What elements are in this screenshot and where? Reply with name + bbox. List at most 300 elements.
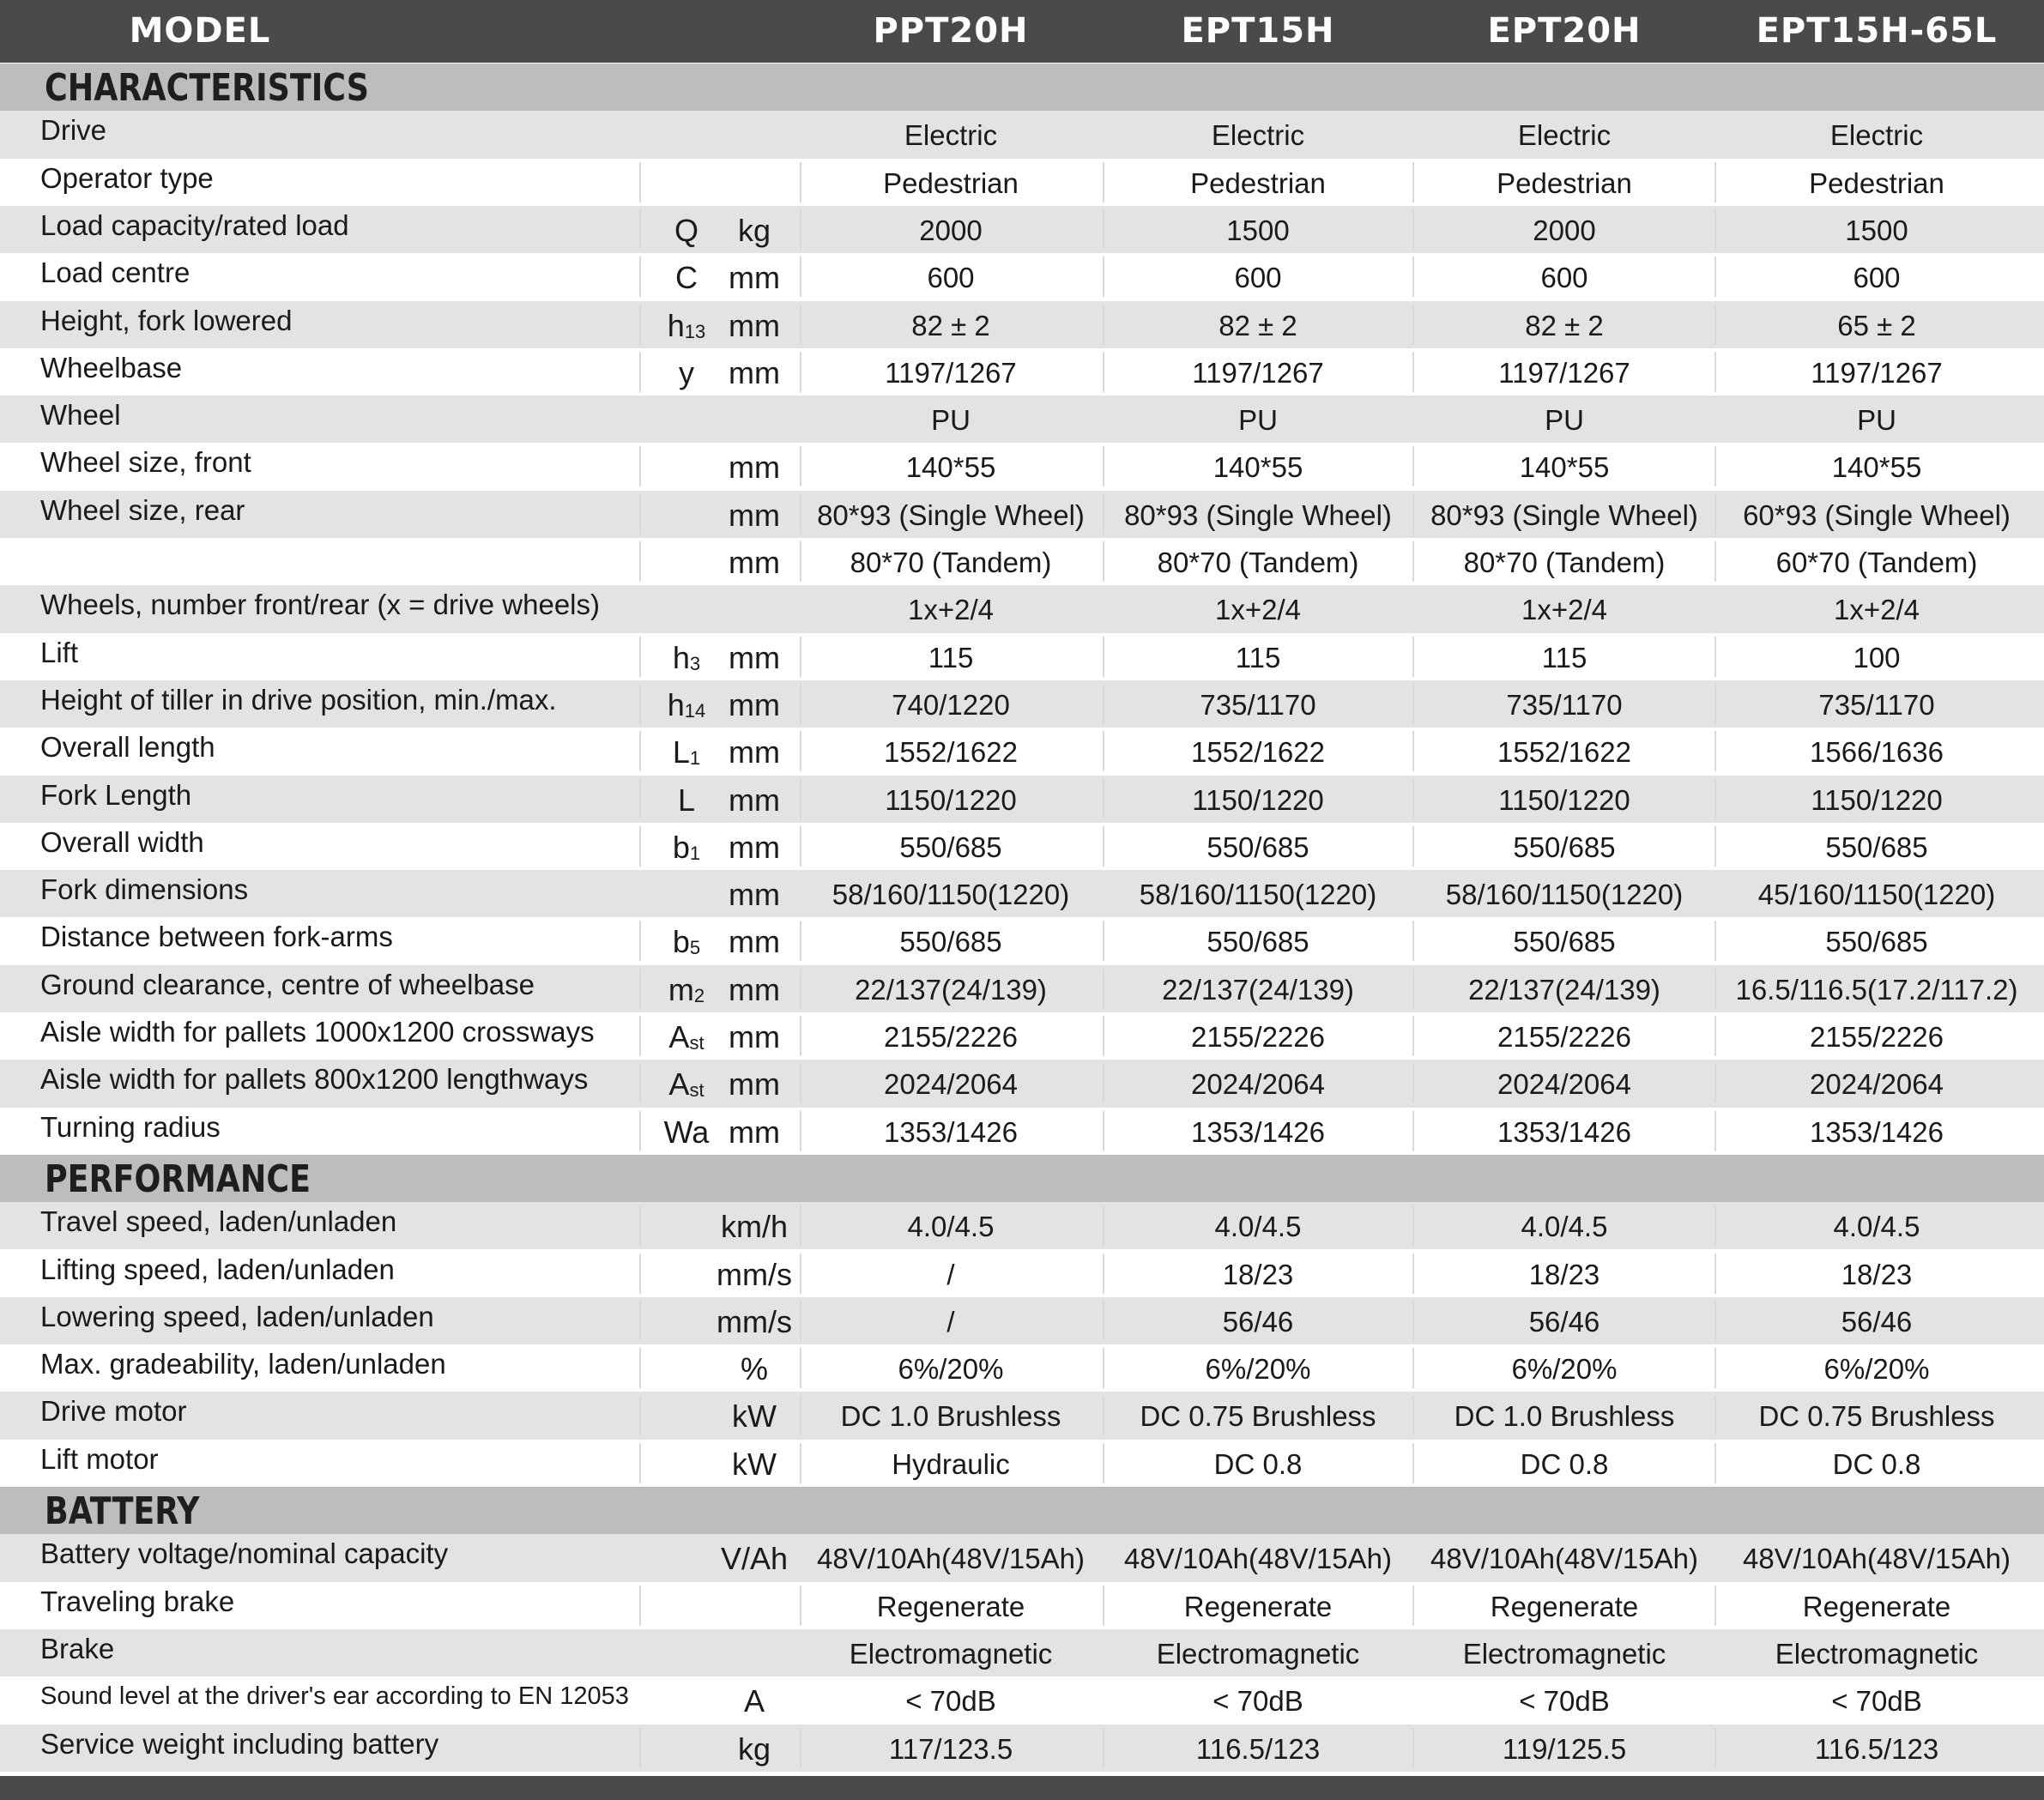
column-divider xyxy=(1714,1111,1716,1151)
value-cell: 22/137(24/139) xyxy=(1162,973,1354,1006)
value-cell: Hydraulic xyxy=(892,1447,1010,1480)
column-divider xyxy=(1412,1253,1414,1294)
column-divider xyxy=(1412,684,1414,724)
value-cell: 1353/1426 xyxy=(884,1115,1018,1148)
column-divider xyxy=(1714,1728,1716,1768)
value-cell: 1197/1267 xyxy=(1811,356,1943,389)
column-divider xyxy=(639,446,641,486)
value-cell: < 70dB xyxy=(905,1685,996,1718)
column-divider xyxy=(639,305,641,345)
table-row xyxy=(0,1534,2044,1581)
symbol-subscript: st xyxy=(689,1032,705,1054)
row-unit xyxy=(704,111,805,158)
column-divider xyxy=(1714,779,1716,819)
value-cell: 600 xyxy=(1540,262,1588,294)
value-cell: 1566/1636 xyxy=(1810,736,1944,769)
column-divider xyxy=(1103,305,1104,345)
value-cell: 1x+2/4 xyxy=(908,594,994,626)
symbol-subscript: st xyxy=(689,1079,705,1102)
value-cell: 1353/1426 xyxy=(1497,1115,1631,1148)
column-divider xyxy=(1714,446,1716,486)
row-unit: mm xyxy=(729,497,780,533)
value-cell: 58/160/1150(1220) xyxy=(1139,879,1377,911)
value-cell: 100 xyxy=(1853,641,1901,673)
value-cell: Pedestrian xyxy=(1190,166,1326,199)
column-divider xyxy=(800,162,801,202)
row-unit: mm xyxy=(729,1019,780,1054)
value-cell: 58/160/1150(1220) xyxy=(1445,879,1684,911)
value-cell: 6%/20% xyxy=(898,1353,1004,1386)
table-row xyxy=(0,1582,2044,1629)
column-divider xyxy=(800,1728,801,1768)
symbol-text: A xyxy=(668,1066,690,1102)
column-divider xyxy=(639,1016,641,1056)
column-divider xyxy=(1103,1016,1104,1056)
table-row xyxy=(0,538,2044,585)
value-cell: 48V/10Ah(48V/15Ah) xyxy=(1743,1543,2011,1575)
table-row xyxy=(0,917,2044,964)
table-row xyxy=(0,823,2044,870)
table-row xyxy=(0,776,2044,823)
value-cell: 80*70 (Tandem) xyxy=(1463,547,1666,578)
symbol-text: h xyxy=(672,639,690,675)
column-divider xyxy=(800,494,801,535)
value-cell: Electromagnetic xyxy=(1775,1637,1979,1670)
column-divider xyxy=(1412,826,1414,867)
row-label: Height, fork lowered xyxy=(40,304,293,336)
header-bar xyxy=(0,0,2044,63)
value-cell: 1150/1220 xyxy=(1498,783,1630,816)
column-divider xyxy=(1103,1586,1104,1626)
value-cell: Electric xyxy=(1211,119,1305,152)
column-divider xyxy=(1103,1395,1104,1435)
value-cell: Electric xyxy=(1829,119,1924,152)
row-label: Wheels, number front/rear (x = drive wheels) xyxy=(40,589,600,621)
table-row xyxy=(0,443,2044,490)
section-battery xyxy=(0,1487,2044,1534)
column-divider xyxy=(800,1586,801,1626)
row-label: Overall length xyxy=(40,731,215,764)
value-cell: 550/685 xyxy=(899,926,1002,958)
section-title: BATTERY xyxy=(45,1489,200,1533)
value-cell: 65 ± 2 xyxy=(1837,309,1916,341)
symbol-text: C xyxy=(675,260,698,296)
table-row xyxy=(0,1392,2044,1439)
symbol-text: b xyxy=(672,924,690,960)
value-cell: 117/123.5 xyxy=(888,1732,1013,1765)
value-cell: < 70dB xyxy=(1831,1685,1922,1718)
value-cell: 140*55 xyxy=(1212,451,1303,484)
row-label: Turning radius xyxy=(40,1110,221,1143)
value-cell: Electromagnetic xyxy=(1156,1637,1360,1670)
row-unit: mm xyxy=(729,545,780,580)
value-cell: 1150/1220 xyxy=(1811,783,1943,816)
symbol-subscript: 14 xyxy=(684,699,706,722)
value-cell: < 70dB xyxy=(1519,1685,1610,1718)
value-cell: 56/46 xyxy=(1841,1305,1913,1338)
column-divider xyxy=(1714,1016,1716,1056)
value-cell: 115 xyxy=(1235,641,1281,673)
column-divider xyxy=(1714,1063,1716,1103)
value-cell: 16.5/116.5(17.2/117.2) xyxy=(1735,973,2018,1006)
column-divider xyxy=(1714,1205,1716,1246)
column-divider xyxy=(639,1443,641,1483)
value-cell: 80*93 (Single Wheel) xyxy=(817,498,1085,531)
column-divider xyxy=(1103,446,1104,486)
value-cell: 735/1170 xyxy=(1818,688,1935,721)
row-label: Max. gradeability, laden/unladen xyxy=(40,1348,446,1380)
symbol-subscript: 1 xyxy=(689,747,701,770)
column-divider xyxy=(800,209,801,250)
value-cell: DC 0.8 xyxy=(1520,1447,1609,1480)
value-cell: 735/1170 xyxy=(1200,688,1316,721)
column-divider xyxy=(639,1728,641,1768)
value-cell: 58/160/1150(1220) xyxy=(832,879,1070,911)
column-divider xyxy=(800,1253,801,1294)
column-divider xyxy=(1103,1728,1104,1768)
row-label: Aisle width for pallets 800x1200 lengthways xyxy=(40,1063,589,1096)
table-row xyxy=(0,680,2044,728)
symbol-text: L xyxy=(677,782,696,818)
value-cell: 48V/10Ah(48V/15Ah) xyxy=(1124,1543,1392,1575)
column-divider xyxy=(1412,1016,1414,1056)
row-label: Lift motor xyxy=(40,1442,159,1475)
model-name: EPT15H-65L xyxy=(1756,11,1998,51)
column-divider xyxy=(639,826,641,867)
column-divider xyxy=(1103,731,1104,771)
value-cell: 56/46 xyxy=(1222,1305,1294,1338)
column-divider xyxy=(800,305,801,345)
column-divider xyxy=(800,1348,801,1388)
value-cell: DC 0.8 xyxy=(1832,1447,1921,1480)
value-cell: 48V/10Ah(48V/15Ah) xyxy=(817,1543,1085,1575)
section-performance xyxy=(0,1155,2044,1202)
column-divider xyxy=(639,1063,641,1103)
row-unit: mm xyxy=(729,354,780,390)
table-row xyxy=(0,1344,2044,1392)
row-label: Brake xyxy=(40,1632,115,1664)
row-label: Drive xyxy=(40,114,107,147)
column-divider xyxy=(1103,352,1104,392)
row-label: Travel speed, laden/unladen xyxy=(40,1205,397,1238)
column-divider xyxy=(639,1111,641,1151)
table-row xyxy=(0,585,2044,632)
value-cell: Pedestrian xyxy=(1809,166,1944,199)
value-cell: 1353/1426 xyxy=(1191,1115,1325,1148)
column-divider xyxy=(1412,541,1414,582)
column-divider xyxy=(639,969,641,1009)
value-cell: 600 xyxy=(927,262,975,294)
row-unit: mm xyxy=(729,734,780,770)
value-cell: / xyxy=(946,1258,955,1290)
column-divider xyxy=(639,1586,641,1626)
symbol-text: Wa xyxy=(663,1114,710,1150)
value-cell: 4.0/4.5 xyxy=(1521,1211,1608,1243)
value-cell: 22/137(24/139) xyxy=(1468,973,1660,1006)
value-cell: DC 0.75 Brushless xyxy=(1140,1400,1376,1433)
column-divider xyxy=(1412,731,1414,771)
column-divider xyxy=(1412,494,1414,535)
column-divider xyxy=(800,731,801,771)
value-cell: 6%/20% xyxy=(1511,1353,1618,1386)
column-divider xyxy=(800,826,801,867)
value-cell: Electromagnetic xyxy=(849,1637,1053,1670)
column-divider xyxy=(1714,969,1716,1009)
table-row xyxy=(0,111,2044,158)
row-unit: mm xyxy=(729,307,780,343)
column-divider xyxy=(639,162,641,202)
column-divider xyxy=(800,257,801,297)
row-label: Operator type xyxy=(40,161,214,194)
column-divider xyxy=(1103,826,1104,867)
column-divider xyxy=(639,1395,641,1435)
row-unit: V/Ah xyxy=(720,1541,789,1577)
row-label: Load centre xyxy=(40,257,190,289)
column-divider xyxy=(1103,684,1104,724)
column-divider xyxy=(800,1395,801,1435)
row-label: Load capacity/rated load xyxy=(40,208,349,241)
value-cell: 2155/2226 xyxy=(1497,1021,1631,1053)
value-cell: 80*93 (Single Wheel) xyxy=(1124,498,1392,531)
value-cell: 48V/10Ah(48V/15Ah) xyxy=(1430,1543,1698,1575)
row-label: Sound level at the driver's ear according to EN 12053 xyxy=(40,1682,629,1711)
row-unit: mm xyxy=(729,829,780,865)
column-divider xyxy=(1103,779,1104,819)
column-divider xyxy=(800,352,801,392)
column-divider xyxy=(1412,1443,1414,1483)
column-divider xyxy=(1412,779,1414,819)
column-divider xyxy=(1103,209,1104,250)
value-cell: 2155/2226 xyxy=(1191,1021,1325,1053)
column-divider xyxy=(1714,1395,1716,1435)
row-label: Wheel xyxy=(40,399,121,432)
column-divider xyxy=(1412,257,1414,297)
column-divider xyxy=(1412,1586,1414,1626)
symbol-text: y xyxy=(679,354,694,390)
table-row xyxy=(0,1440,2044,1487)
row-unit: mm xyxy=(729,877,780,913)
column-divider xyxy=(1412,305,1414,345)
table-row xyxy=(0,1676,2044,1724)
column-divider xyxy=(1412,162,1414,202)
value-cell: PU xyxy=(1238,404,1278,437)
value-cell: Regenerate xyxy=(1490,1590,1639,1622)
column-divider xyxy=(1714,162,1716,202)
symbol-subscript: 13 xyxy=(684,320,706,342)
column-divider xyxy=(639,257,641,297)
value-cell: 1500 xyxy=(1226,214,1290,246)
column-divider xyxy=(800,684,801,724)
row-unit: kg xyxy=(737,1731,771,1767)
column-divider xyxy=(1412,1728,1414,1768)
value-cell: 2024/2064 xyxy=(1810,1068,1944,1101)
symbol-subscript: 2 xyxy=(693,984,705,1006)
value-cell: 550/685 xyxy=(899,831,1002,863)
value-cell: 2024/2064 xyxy=(1191,1068,1325,1101)
column-divider xyxy=(1103,1111,1104,1151)
column-divider xyxy=(639,209,641,250)
table-row xyxy=(0,1250,2044,1297)
value-cell: PU xyxy=(931,404,971,437)
row-unit: mm xyxy=(729,260,780,296)
column-divider xyxy=(800,1443,801,1483)
column-divider xyxy=(639,494,641,535)
column-divider xyxy=(1714,209,1716,250)
row-unit: % xyxy=(740,1351,768,1387)
row-unit: kW xyxy=(732,1398,777,1435)
value-cell: 4.0/4.5 xyxy=(1214,1211,1302,1243)
value-cell: DC 0.8 xyxy=(1213,1447,1303,1480)
value-cell: 82 ± 2 xyxy=(911,309,990,341)
footer-bar xyxy=(0,1776,2044,1800)
value-cell: Regenerate xyxy=(1802,1590,1951,1622)
column-divider xyxy=(639,541,641,582)
row-unit: mm xyxy=(729,971,780,1007)
value-cell: 140*55 xyxy=(905,451,996,484)
value-cell: 115 xyxy=(1541,641,1587,673)
table-row xyxy=(0,870,2044,917)
value-cell: 115 xyxy=(928,641,974,673)
value-cell: 1552/1622 xyxy=(1497,736,1631,769)
table-row xyxy=(0,1012,2044,1060)
row-label: Lowering speed, laden/unladen xyxy=(40,1300,434,1332)
column-divider xyxy=(639,637,641,677)
table-row xyxy=(0,491,2044,538)
value-cell: 18/23 xyxy=(1841,1258,1913,1290)
column-divider xyxy=(1714,541,1716,582)
value-cell: PU xyxy=(1545,404,1584,437)
value-cell: Electromagnetic xyxy=(1462,1637,1666,1670)
table-row xyxy=(0,1724,2044,1772)
symbol-text: m xyxy=(668,971,694,1007)
value-cell: 550/685 xyxy=(1206,926,1309,958)
column-divider xyxy=(1714,352,1716,392)
column-divider xyxy=(1412,921,1414,961)
symbol-text: L xyxy=(672,734,690,770)
value-cell: Regenerate xyxy=(876,1590,1025,1622)
symbol-subscript: 5 xyxy=(689,937,701,959)
value-cell: 116.5/123 xyxy=(1195,1732,1321,1765)
row-label: Fork Length xyxy=(40,778,192,811)
column-divider xyxy=(800,637,801,677)
column-divider xyxy=(800,1111,801,1151)
table-row xyxy=(0,1297,2044,1344)
value-cell: PU xyxy=(1857,404,1896,437)
column-divider xyxy=(1714,1301,1716,1341)
column-divider xyxy=(639,1301,641,1341)
column-divider xyxy=(1714,1443,1716,1483)
column-divider xyxy=(639,352,641,392)
value-cell: 60*93 (Single Wheel) xyxy=(1743,498,2011,531)
column-divider xyxy=(639,1253,641,1294)
model-header: MODEL xyxy=(129,11,271,51)
model-name: EPT20H xyxy=(1487,11,1642,51)
row-unit xyxy=(704,585,805,632)
table-row xyxy=(0,301,2044,348)
value-cell: Pedestrian xyxy=(883,166,1019,199)
column-divider xyxy=(1714,921,1716,961)
row-unit xyxy=(704,159,805,206)
model-name: PPT20H xyxy=(873,11,1029,51)
value-cell: 140*55 xyxy=(1831,451,1922,484)
value-cell: 1150/1220 xyxy=(1192,783,1324,816)
row-unit: mm xyxy=(729,450,780,486)
section-title: PERFORMANCE xyxy=(45,1157,311,1201)
column-divider xyxy=(1714,494,1716,535)
row-label: Wheel size, rear xyxy=(40,493,245,526)
column-divider xyxy=(1103,494,1104,535)
value-cell: 1197/1267 xyxy=(1192,356,1324,389)
value-cell: 1197/1267 xyxy=(885,356,1017,389)
value-cell: Electric xyxy=(904,119,998,152)
column-divider xyxy=(639,731,641,771)
column-divider xyxy=(639,921,641,961)
column-divider xyxy=(1103,969,1104,1009)
row-label: Service weight including battery xyxy=(40,1727,439,1760)
row-unit xyxy=(704,396,805,443)
value-cell: DC 1.0 Brushless xyxy=(1454,1400,1675,1433)
row-label: Distance between fork-arms xyxy=(40,921,393,953)
row-unit: kg xyxy=(737,212,771,248)
table-row xyxy=(0,159,2044,206)
value-cell: < 70dB xyxy=(1212,1685,1303,1718)
value-cell: 4.0/4.5 xyxy=(907,1211,995,1243)
column-divider xyxy=(1412,352,1414,392)
value-cell: DC 0.75 Brushless xyxy=(1758,1400,1995,1433)
row-unit: mm/s xyxy=(717,1303,792,1339)
column-divider xyxy=(1103,921,1104,961)
value-cell: 82 ± 2 xyxy=(1219,309,1297,341)
column-divider xyxy=(1103,257,1104,297)
column-divider xyxy=(1103,1301,1104,1341)
value-cell: 116.5/123 xyxy=(1814,1732,1939,1765)
value-cell: 56/46 xyxy=(1528,1305,1600,1338)
symbol-text: Q xyxy=(674,212,698,248)
column-divider xyxy=(1412,969,1414,1009)
table-row xyxy=(0,633,2044,680)
value-cell: 740/1220 xyxy=(892,688,1010,721)
table-row xyxy=(0,348,2044,396)
value-cell: 1500 xyxy=(1845,214,1908,246)
column-divider xyxy=(1103,1253,1104,1294)
value-cell: 2155/2226 xyxy=(884,1021,1018,1053)
value-cell: Electric xyxy=(1517,119,1612,152)
value-cell: 140*55 xyxy=(1519,451,1610,484)
column-divider xyxy=(1103,637,1104,677)
column-divider xyxy=(1103,541,1104,582)
value-cell: 1150/1220 xyxy=(885,783,1017,816)
symbol-subscript: 3 xyxy=(689,652,701,674)
value-cell: Pedestrian xyxy=(1497,166,1632,199)
column-divider xyxy=(1103,1063,1104,1103)
value-cell: 1552/1622 xyxy=(1191,736,1325,769)
symbol-text: h xyxy=(667,686,685,722)
value-cell: 2024/2064 xyxy=(884,1068,1018,1101)
row-label: Aisle width for pallets 1000x1200 crossways xyxy=(40,1016,595,1048)
column-divider xyxy=(1412,1063,1414,1103)
value-cell: 550/685 xyxy=(1513,926,1616,958)
value-cell: 1552/1622 xyxy=(884,736,1018,769)
value-cell: 1197/1267 xyxy=(1498,356,1630,389)
value-cell: 1x+2/4 xyxy=(1521,594,1607,626)
value-cell: 1x+2/4 xyxy=(1215,594,1301,626)
value-cell: 1x+2/4 xyxy=(1834,594,1920,626)
row-unit: mm xyxy=(729,782,780,818)
column-divider xyxy=(1714,1586,1716,1626)
column-divider xyxy=(1714,1348,1716,1388)
column-divider xyxy=(1714,826,1716,867)
column-divider xyxy=(1412,1348,1414,1388)
